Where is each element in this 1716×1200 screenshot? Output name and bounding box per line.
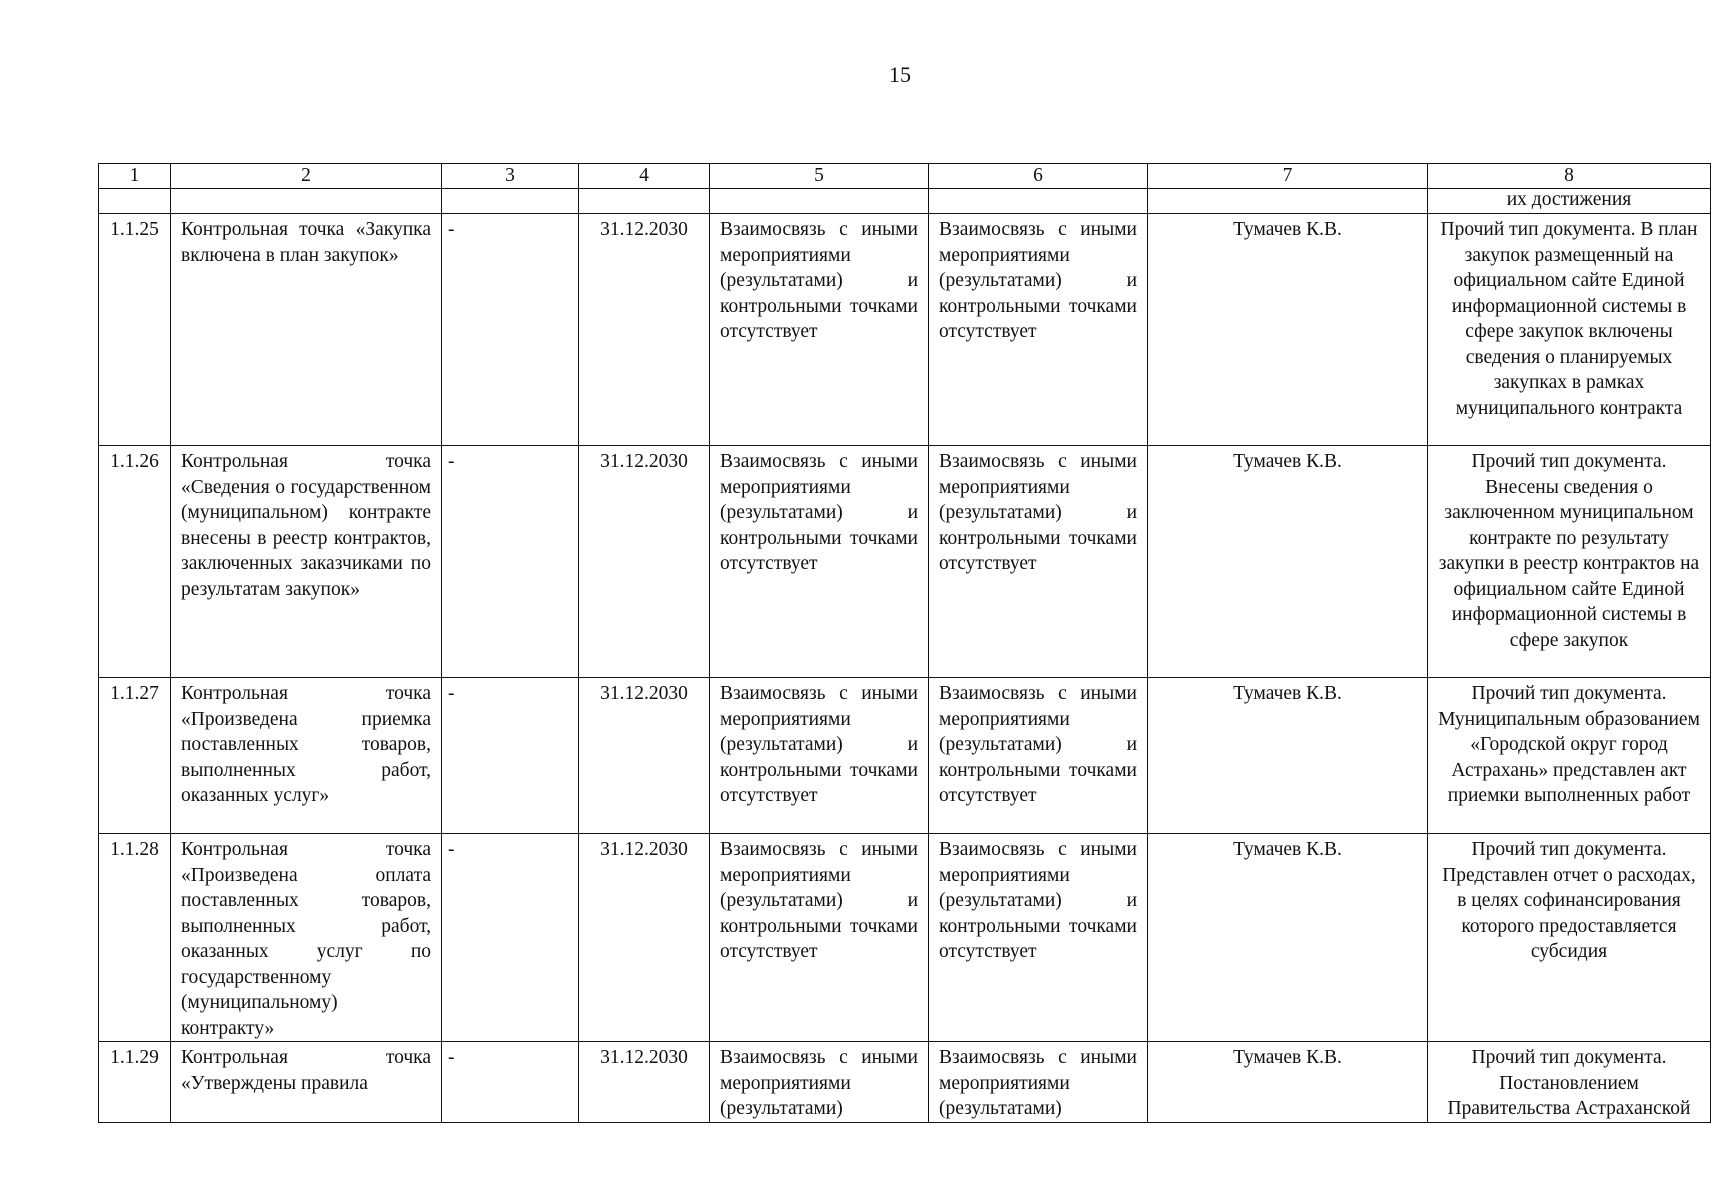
due-date: 31.12.2030 (579, 678, 710, 834)
document-type: Прочий тип документа. Внесены сведения о заключенном муниципальном контракте по результату закупки в реестр контрактов на официальном сайте Единой информационной системы в сфере закупок (1428, 446, 1711, 678)
row-number: 1.1.28 (99, 834, 171, 1042)
row-number: 1.1.25 (99, 214, 171, 446)
cell-col3: - (442, 1042, 579, 1123)
relation-col6: Взаимосвязь с иными мероприятиями (результатами) и контрольными точками отсутствует (929, 834, 1148, 1042)
relation-col6: Взаимосвязь с иными мероприятиями (результатами) и контрольными точками отсутствует (929, 214, 1148, 446)
relation-col5: Взаимосвязь с иными мероприятиями (результатами) и контрольными точками отсутствует (710, 678, 929, 834)
cell-col3: - (442, 446, 579, 678)
row-number: 1.1.26 (99, 446, 171, 678)
page-number: 15 (889, 62, 911, 87)
control-point-name: Контрольная точка «Утверждены правила (171, 1042, 442, 1123)
due-date: 31.12.2030 (579, 214, 710, 446)
relation-col5: Взаимосвязь с иными мероприятиями (результатами) (710, 1042, 929, 1123)
column-header: 4 (579, 164, 710, 189)
column-header: 7 (1148, 164, 1428, 189)
cell-col3: - (442, 678, 579, 834)
relation-col5: Взаимосвязь с иными мероприятиями (результатами) и контрольными точками отсутствует (710, 446, 929, 678)
control-point-name: Контрольная точка «Произведена оплата поставленных товаров, выполненных работ, оказанных услуг по государственному (муниципальному) контракту» (171, 834, 442, 1042)
row-number: 1.1.27 (99, 678, 171, 834)
relation-col6: Взаимосвязь с иными мероприятиями (результатами) и контрольными точками отсутствует (929, 678, 1148, 834)
control-point-name: Контрольная точка «Закупка включена в план закупок» (171, 214, 442, 446)
control-points-table (98, 163, 1711, 1123)
column-header: 8 (1428, 164, 1711, 189)
responsible-person: Тумачев К.В. (1148, 1042, 1428, 1123)
responsible-person: Тумачев К.В. (1148, 834, 1428, 1042)
cell-col3: - (442, 214, 579, 446)
table-row (99, 1042, 1711, 1123)
document-type: Прочий тип документа. Постановлением Правительства Астраханской (1428, 1042, 1711, 1123)
column-header: 2 (171, 164, 442, 189)
cell-col3: - (442, 834, 579, 1042)
due-date: 31.12.2030 (579, 1042, 710, 1123)
relation-col6: Взаимосвязь с иными мероприятиями (результатами) и контрольными точками отсутствует (929, 446, 1148, 678)
responsible-person: Тумачев К.В. (1148, 678, 1428, 834)
column-header: 5 (710, 164, 929, 189)
column-header: 3 (442, 164, 579, 189)
column-header: 1 (99, 164, 171, 189)
continuation-text: их достижения (1428, 189, 1711, 214)
continuation-row (99, 189, 1711, 214)
responsible-person: Тумачев К.В. (1148, 214, 1428, 446)
table-row (99, 678, 1711, 834)
table-row (99, 446, 1711, 678)
due-date: 31.12.2030 (579, 834, 710, 1042)
column-number-header (99, 164, 1711, 189)
row-number: 1.1.29 (99, 1042, 171, 1123)
due-date: 31.12.2030 (579, 446, 710, 678)
control-point-name: Контрольная точка «Произведена приемка поставленных товаров, выполненных работ, оказанных услуг» (171, 678, 442, 834)
table-row (99, 214, 1711, 446)
column-header: 6 (929, 164, 1148, 189)
document-type: Прочий тип документа. Представлен отчет о расходах, в целях софинансирования которого предоставляется субсидия (1428, 834, 1711, 1042)
responsible-person: Тумачев К.В. (1148, 446, 1428, 678)
table-row (99, 834, 1711, 1042)
document-type: Прочий тип документа. Муниципальным образованием «Городской округ город Астрахань» представлен акт приемки выполненных работ (1428, 678, 1711, 834)
relation-col5: Взаимосвязь с иными мероприятиями (результатами) и контрольными точками отсутствует (710, 834, 929, 1042)
relation-col5: Взаимосвязь с иными мероприятиями (результатами) и контрольными точками отсутствует (710, 214, 929, 446)
relation-col6: Взаимосвязь с иными мероприятиями (результатами) (929, 1042, 1148, 1123)
document-type: Прочий тип документа. В план закупок размещенный на официальном сайте Единой информационной системы в сфере закупок включены сведения о планируемых закупках в рамках муниципального контракта (1428, 214, 1711, 446)
control-point-name: Контрольная точка «Сведения о государственном (муниципальном) контракте внесены в реестр контрактов, заключенных заказчиками по результатам закупок» (171, 446, 442, 678)
